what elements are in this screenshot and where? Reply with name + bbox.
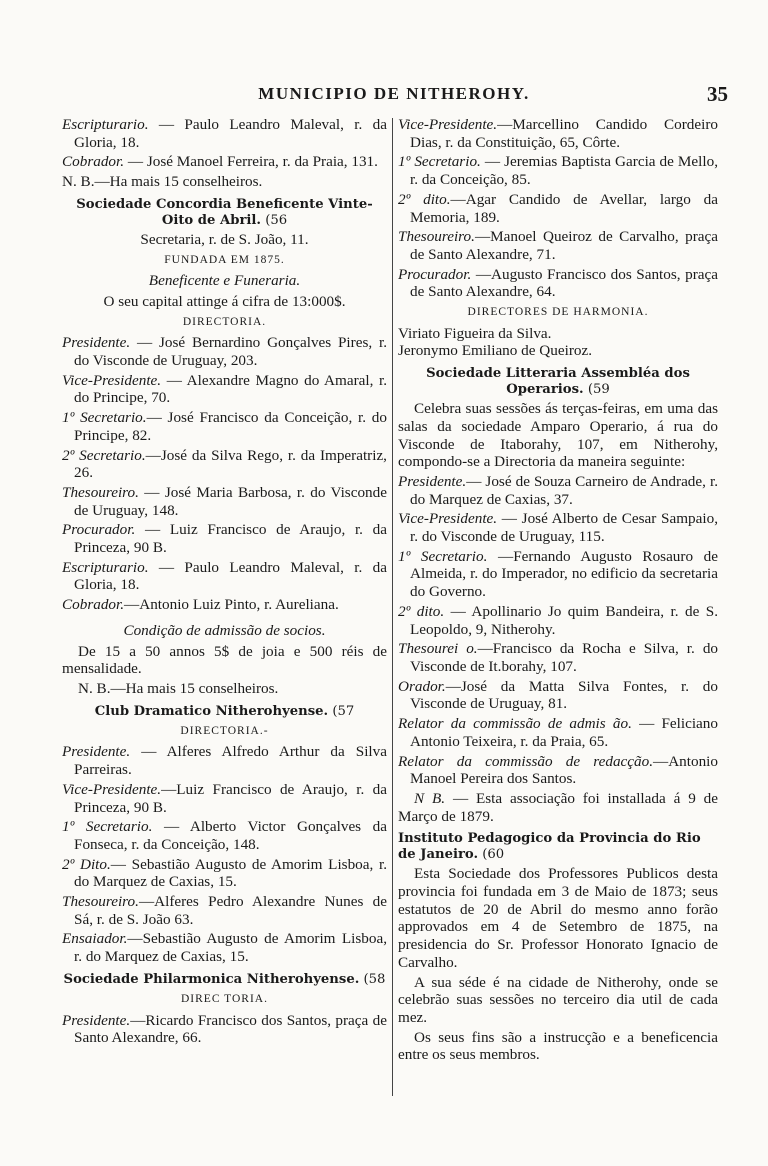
society-heading: Instituto Pedagogico da Provincia do Rio de Janeiro. (60: [398, 831, 701, 863]
page-header: [60, 84, 728, 108]
society-heading: Club Dramatico Nitherohyense. (57: [94, 703, 355, 719]
admission-condition: Condição de admissão de socios.: [123, 621, 326, 639]
entry: Procurador. — Luiz Francisco de Araujo, r. da Princeza, 90 B.: [62, 521, 387, 557]
entry: 2º Secretario.—José da Silva Rego, r. da Imperatriz, 26.: [62, 446, 387, 482]
directory-label: DIREC TORIA.: [181, 992, 268, 1005]
note: N. B.—Ha mais 15 conselheiros.: [78, 679, 279, 697]
entry: Orador.—José da Matta Silva Fontes, r. do Visconde de Uruguay, 81.: [398, 677, 718, 713]
entry: Thesourei o.—Francisco da Rocha e Silva, r. do Visconde de It.borahy, 107.: [398, 640, 718, 675]
directory-label: DIRECTORIA.-: [180, 724, 269, 737]
society-heading: Sociedade Litteraria Assembléa dos Operarios. (59: [426, 366, 690, 398]
entry: Thesoureiro.—Manoel Queiroz de Carvalho, praça de Santo Alexandre, 71.: [398, 228, 718, 263]
entry: Ensaiador.—Sebastião Augusto de Amorim Lisboa, r. do Marquez de Caxias, 15.: [62, 930, 387, 966]
fees-line: De 15 a 50 annos 5$ de joia e 500 réis de mensalidade.: [62, 642, 387, 678]
entry: 2º Dito.— Sebastião Augusto de Amorim Lisboa, r. do Marquez de Caxias, 15.: [62, 855, 387, 891]
column-divider: [392, 118, 393, 1096]
entry: 1º Secretario. — Jeremias Baptista Garcia de Mello, r. da Conceição, 85.: [398, 153, 718, 189]
entry: Vice-Presidente.—Marcellino Candido Cordeiro Dias, r. da Constituição, 65, Côrte.: [398, 116, 718, 151]
entry: 2º dito. — Apollinario Jo quim Bandeira, r. de S. Leopoldo, 9, Nitherohy.: [398, 602, 718, 638]
entry: 1º Secretario.— José Francisco da Conceição, r. do Principe, 82.: [62, 409, 387, 444]
harmony-director: Viriato Figueira da Silva.: [398, 324, 552, 342]
directory-label: DIRECTORIA.: [182, 315, 267, 328]
entry: Vice-Presidente.—Luiz Francisco de Araujo, r. da Princeza, 90 B.: [62, 780, 387, 816]
entry: Relator da commissão de admis ão. — Feliciano Antonio Teixeira, r. da Praia, 65.: [398, 715, 718, 750]
entry: 1º Secretario. — Alberto Victor Gonçalves da Fonseca, r. da Conceição, 148.: [62, 818, 387, 853]
society-heading: Sociedade Philarmonica Nitherohyense. (58: [63, 971, 386, 987]
note: N. B.—Ha mais 15 conselheiros.: [62, 173, 263, 191]
entry: Escripturario. — Paulo Leandro Maleval, r. da Gloria, 18.: [62, 558, 387, 594]
right-column: [398, 116, 718, 1106]
running-title: MUNICIPIO DE NITHEROHY.: [258, 84, 530, 103]
paragraph: Esta Sociedade dos Professores Publicos desta provincia foi fundada em 3 de Maio de 1873; seus estatutos de 20 de Abril do mesmo anno forão approvados em 4 de Setembro de 1875, na presidencia do Sr. Professor Honorato Ignacio de Carvalho.: [398, 865, 718, 971]
society-type: Beneficente e Funeraria.: [148, 272, 301, 290]
entry: Thesoureiro.—Alferes Pedro Alexandre Nunes de Sá, r. de S. João 63.: [62, 893, 387, 928]
entry: Cobrador.—Antonio Luiz Pinto, r. Aureliana.: [62, 596, 339, 614]
entry: Presidente.— José de Souza Carneiro de Andrade, r. do Marquez de Caxias, 37.: [398, 472, 718, 508]
capital-line: O seu capital attinge á cifra de 13:000$.: [103, 292, 346, 310]
society-intro: Celebra suas sessões ás terças-feiras, em uma das salas da sociedade Amparo Operario, á rua do Visconde de Itaborahy, 107, em Nitherohy, compondo-se a Directoria da maneira seguinte:: [398, 400, 718, 471]
entry: Vice-Presidente. — Alexandre Magno do Amaral, r. do Principe, 70.: [62, 371, 387, 407]
founded-line: FUNDADA EM 1875.: [164, 253, 285, 266]
entry: 1º Secretario. —Fernando Augusto Rosauro de Almeida, r. do Imperador, no edificio da secretaria do Governo.: [398, 547, 718, 601]
entry: Presidente.—Ricardo Francisco dos Santos, praça de Santo Alexandre, 66.: [62, 1011, 387, 1047]
entry: Vice-Presidente. — José Alberto de Cesar Sampaio, r. do Visconde de Uruguay, 115.: [398, 510, 718, 546]
society-address: Secretaria, r. de S. João, 11.: [140, 230, 309, 248]
entry: Presidente. — Alferes Alfredo Arthur da Silva Parreiras.: [62, 743, 387, 779]
entry: Thesoureiro. — José Maria Barbosa, r. do Visconde de Uruguay, 148.: [62, 483, 387, 519]
society-heading: Sociedade Concordia Beneficente Vinte-Oito de Abril. (56: [76, 196, 373, 228]
entry: Cobrador. — José Manoel Ferreira, r. da Praia, 131.: [62, 153, 378, 171]
harmony-label: DIRECTORES DE HARMONIA.: [467, 306, 649, 319]
entry: Relator da commissão de redacção.—Antonio Manoel Pereira dos Santos.: [398, 752, 718, 788]
paragraph: Os seus fins são a instrucção e a beneficencia entre os seus membros.: [398, 1028, 718, 1064]
entry: Escripturario. — Paulo Leandro Maleval, r. da Gloria, 18.: [62, 116, 387, 151]
page-number: 35: [707, 82, 728, 106]
entry: 2º dito.—Agar Candido de Avellar, largo da Memoria, 189.: [398, 190, 718, 226]
paragraph: A sua séde é na cidade de Nitherohy, onde se celebrão suas sessões no terceiro dia util de cada mez.: [398, 973, 718, 1026]
entry: Presidente. — José Bernardino Gonçalves Pires, r. do Visconde de Uruguay, 203.: [62, 334, 387, 370]
entry: Procurador. —Augusto Francisco dos Santos, praça de Santo Alexandre, 64.: [398, 265, 718, 301]
note: N B. — Esta associação foi installada á 9 de Março de 1879.: [398, 789, 718, 825]
left-column: [62, 116, 387, 1106]
harmony-director: Jeronymo Emiliano de Queiroz.: [398, 342, 593, 360]
